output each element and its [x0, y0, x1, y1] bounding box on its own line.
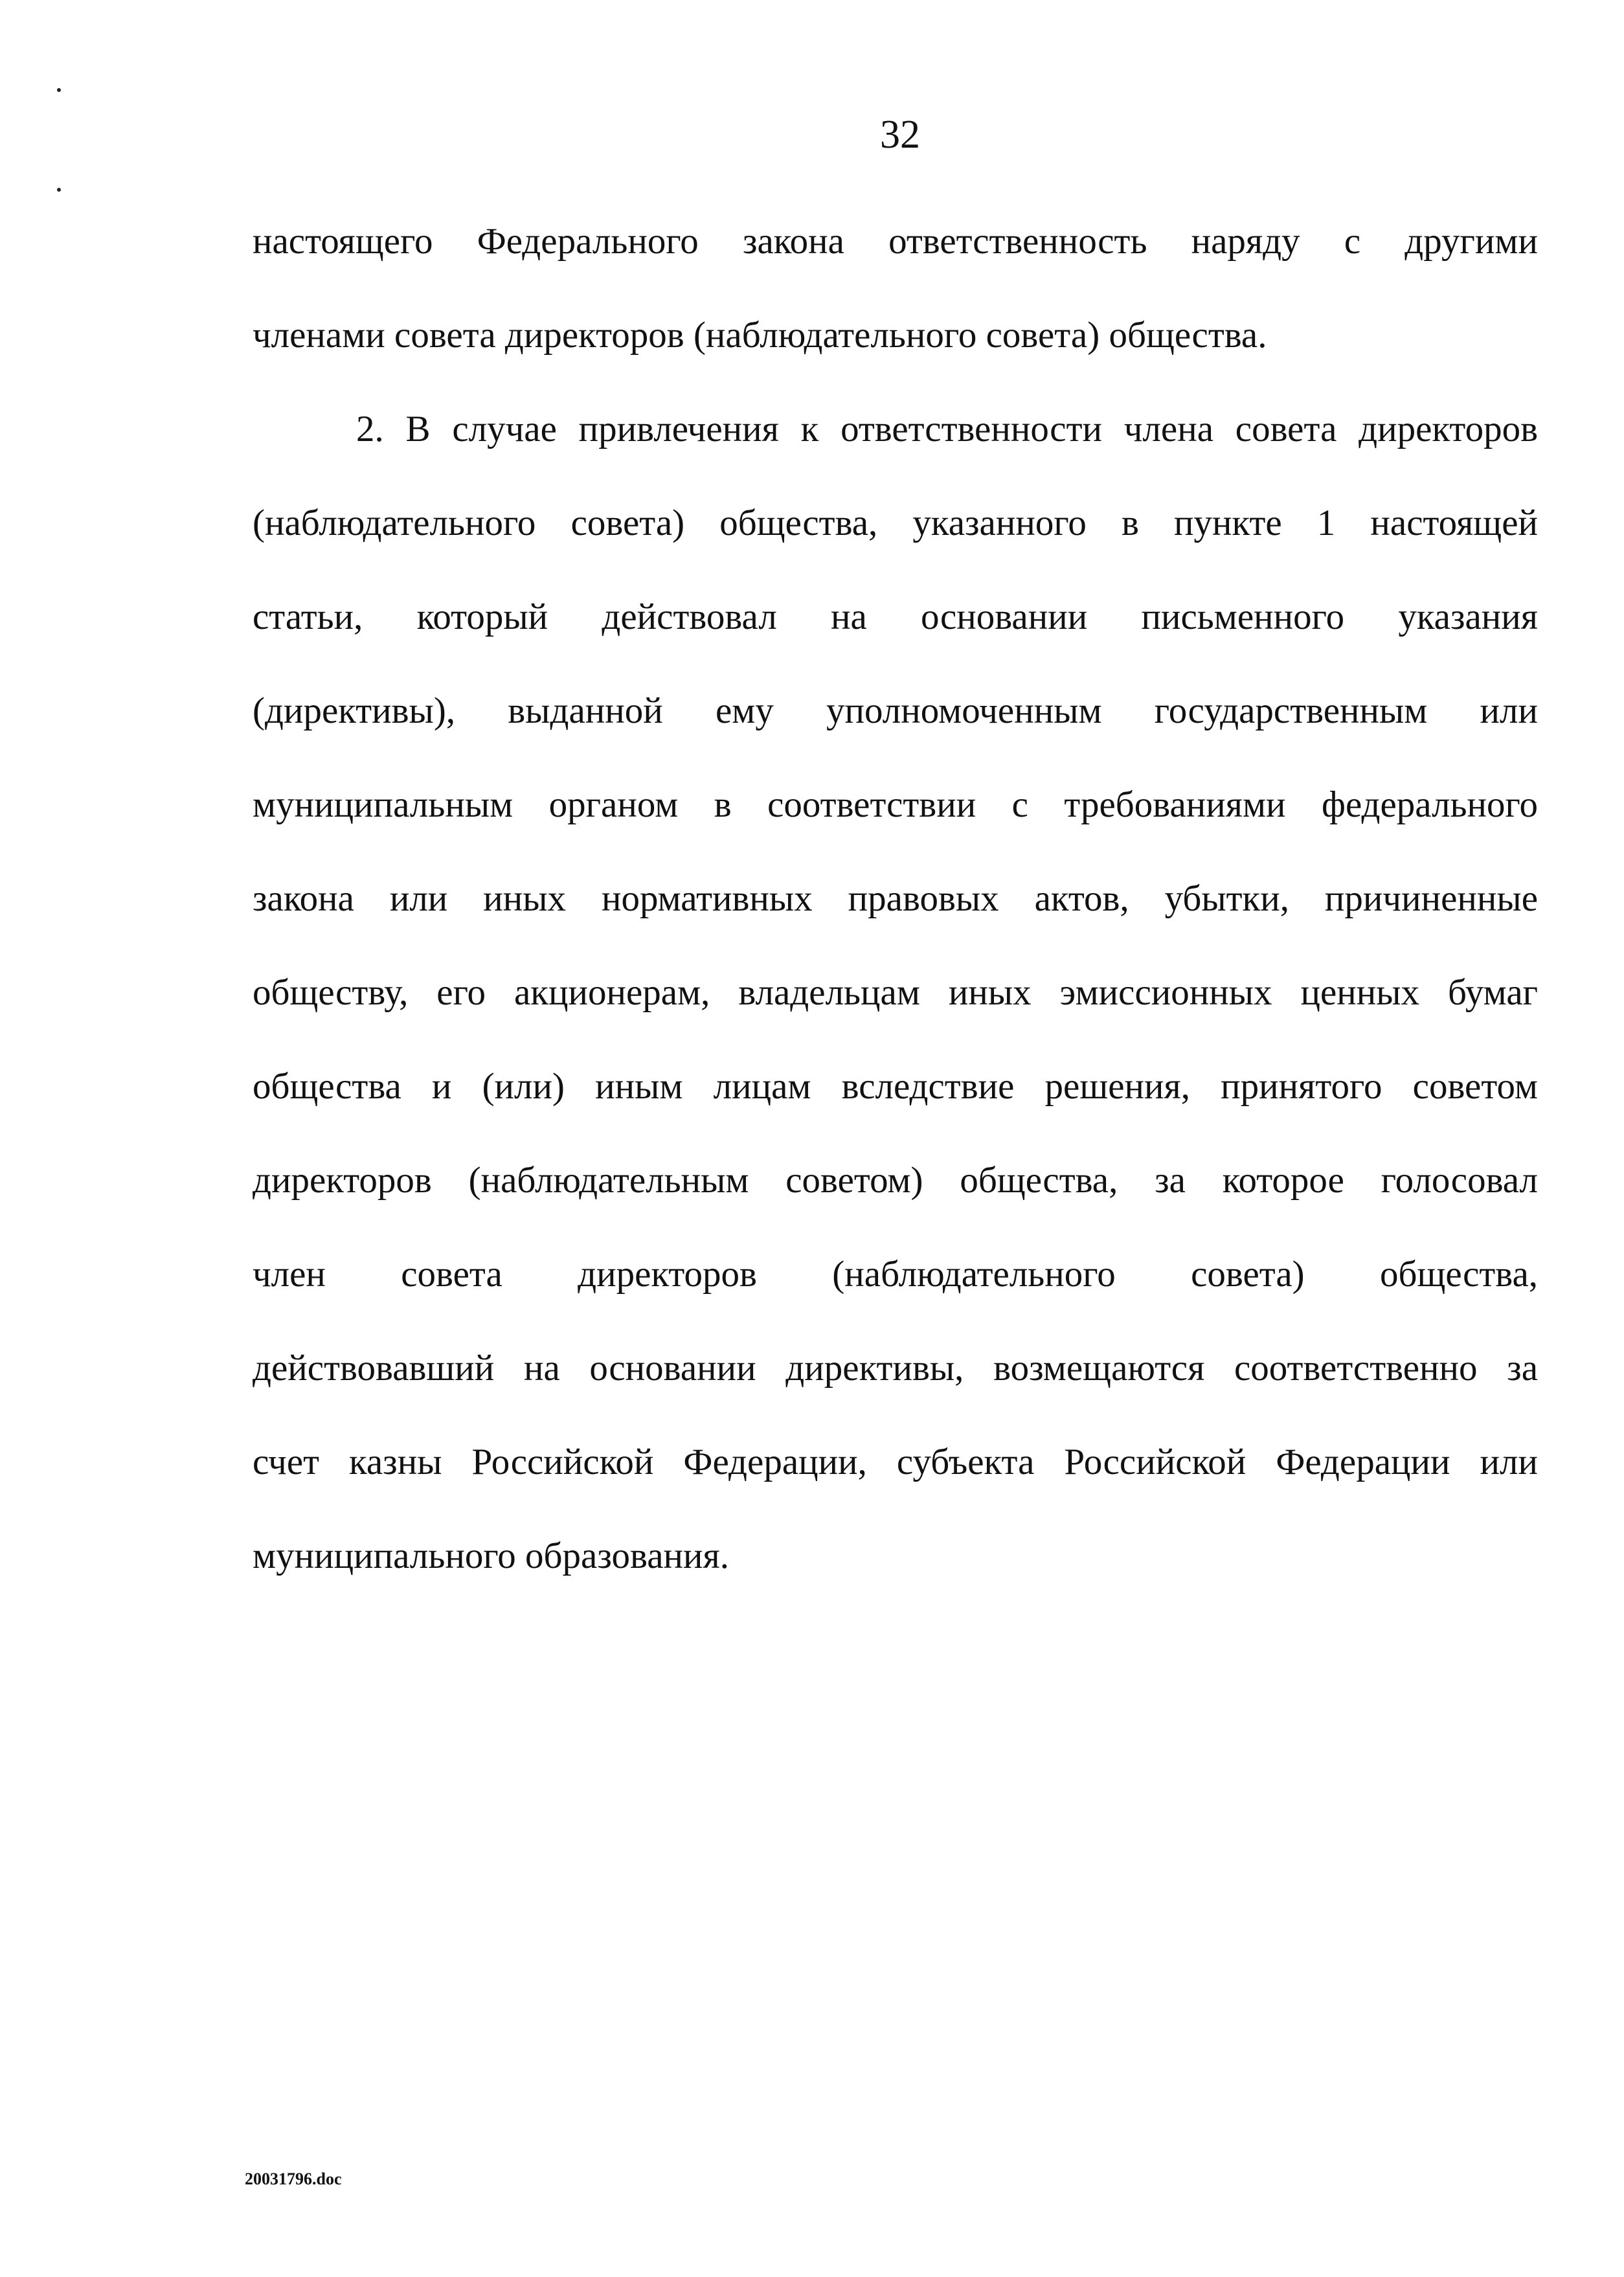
text-line: членами совета директоров (наблюдательного совета) общества.: [253, 315, 1267, 356]
text-line: муниципальным органом в соответствии с требованиями федерального: [253, 784, 1538, 825]
text-line: (наблюдательного совета) общества, указанного в пункте 1 настоящей: [253, 503, 1538, 543]
text-line: директоров (наблюдательным советом) общества, за которое голосовал: [253, 1160, 1538, 1201]
text-line: статьи, который действовал на основании письменного указания: [253, 596, 1538, 637]
text-line: счет казны Российской Федерации, субъекта Российской Федерации или: [253, 1442, 1538, 1482]
document-filename: 20031796.doc: [245, 2169, 342, 2188]
paragraph-start-line: 2. В случае привлечения к ответственности члена совета директоров: [356, 409, 1538, 449]
document-body: [253, 194, 1538, 1603]
page-number: 32: [880, 113, 920, 157]
text-line: обществу, его акционерам, владельцам иных эмиссионных ценных бумаг: [253, 972, 1538, 1013]
scan-dot-top: [57, 88, 61, 92]
text-line: член совета директоров (наблюдательного совета) общества,: [253, 1254, 1538, 1295]
text-line: действовавший на основании директивы, возмещаются соответственно за: [253, 1348, 1538, 1388]
text-line: закона или иных нормативных правовых актов, убытки, причиненные: [253, 878, 1538, 919]
text-line: общества и (или) иным лицам вследствие решения, принятого советом: [253, 1066, 1538, 1107]
text-line: муниципального образования.: [253, 1535, 729, 1576]
text-line: настоящего Федерального закона ответственность наряду с другими: [253, 221, 1538, 262]
scan-dot-bottom: [57, 188, 61, 192]
text-line: (директивы), выданной ему уполномоченным государственным или: [253, 690, 1538, 731]
